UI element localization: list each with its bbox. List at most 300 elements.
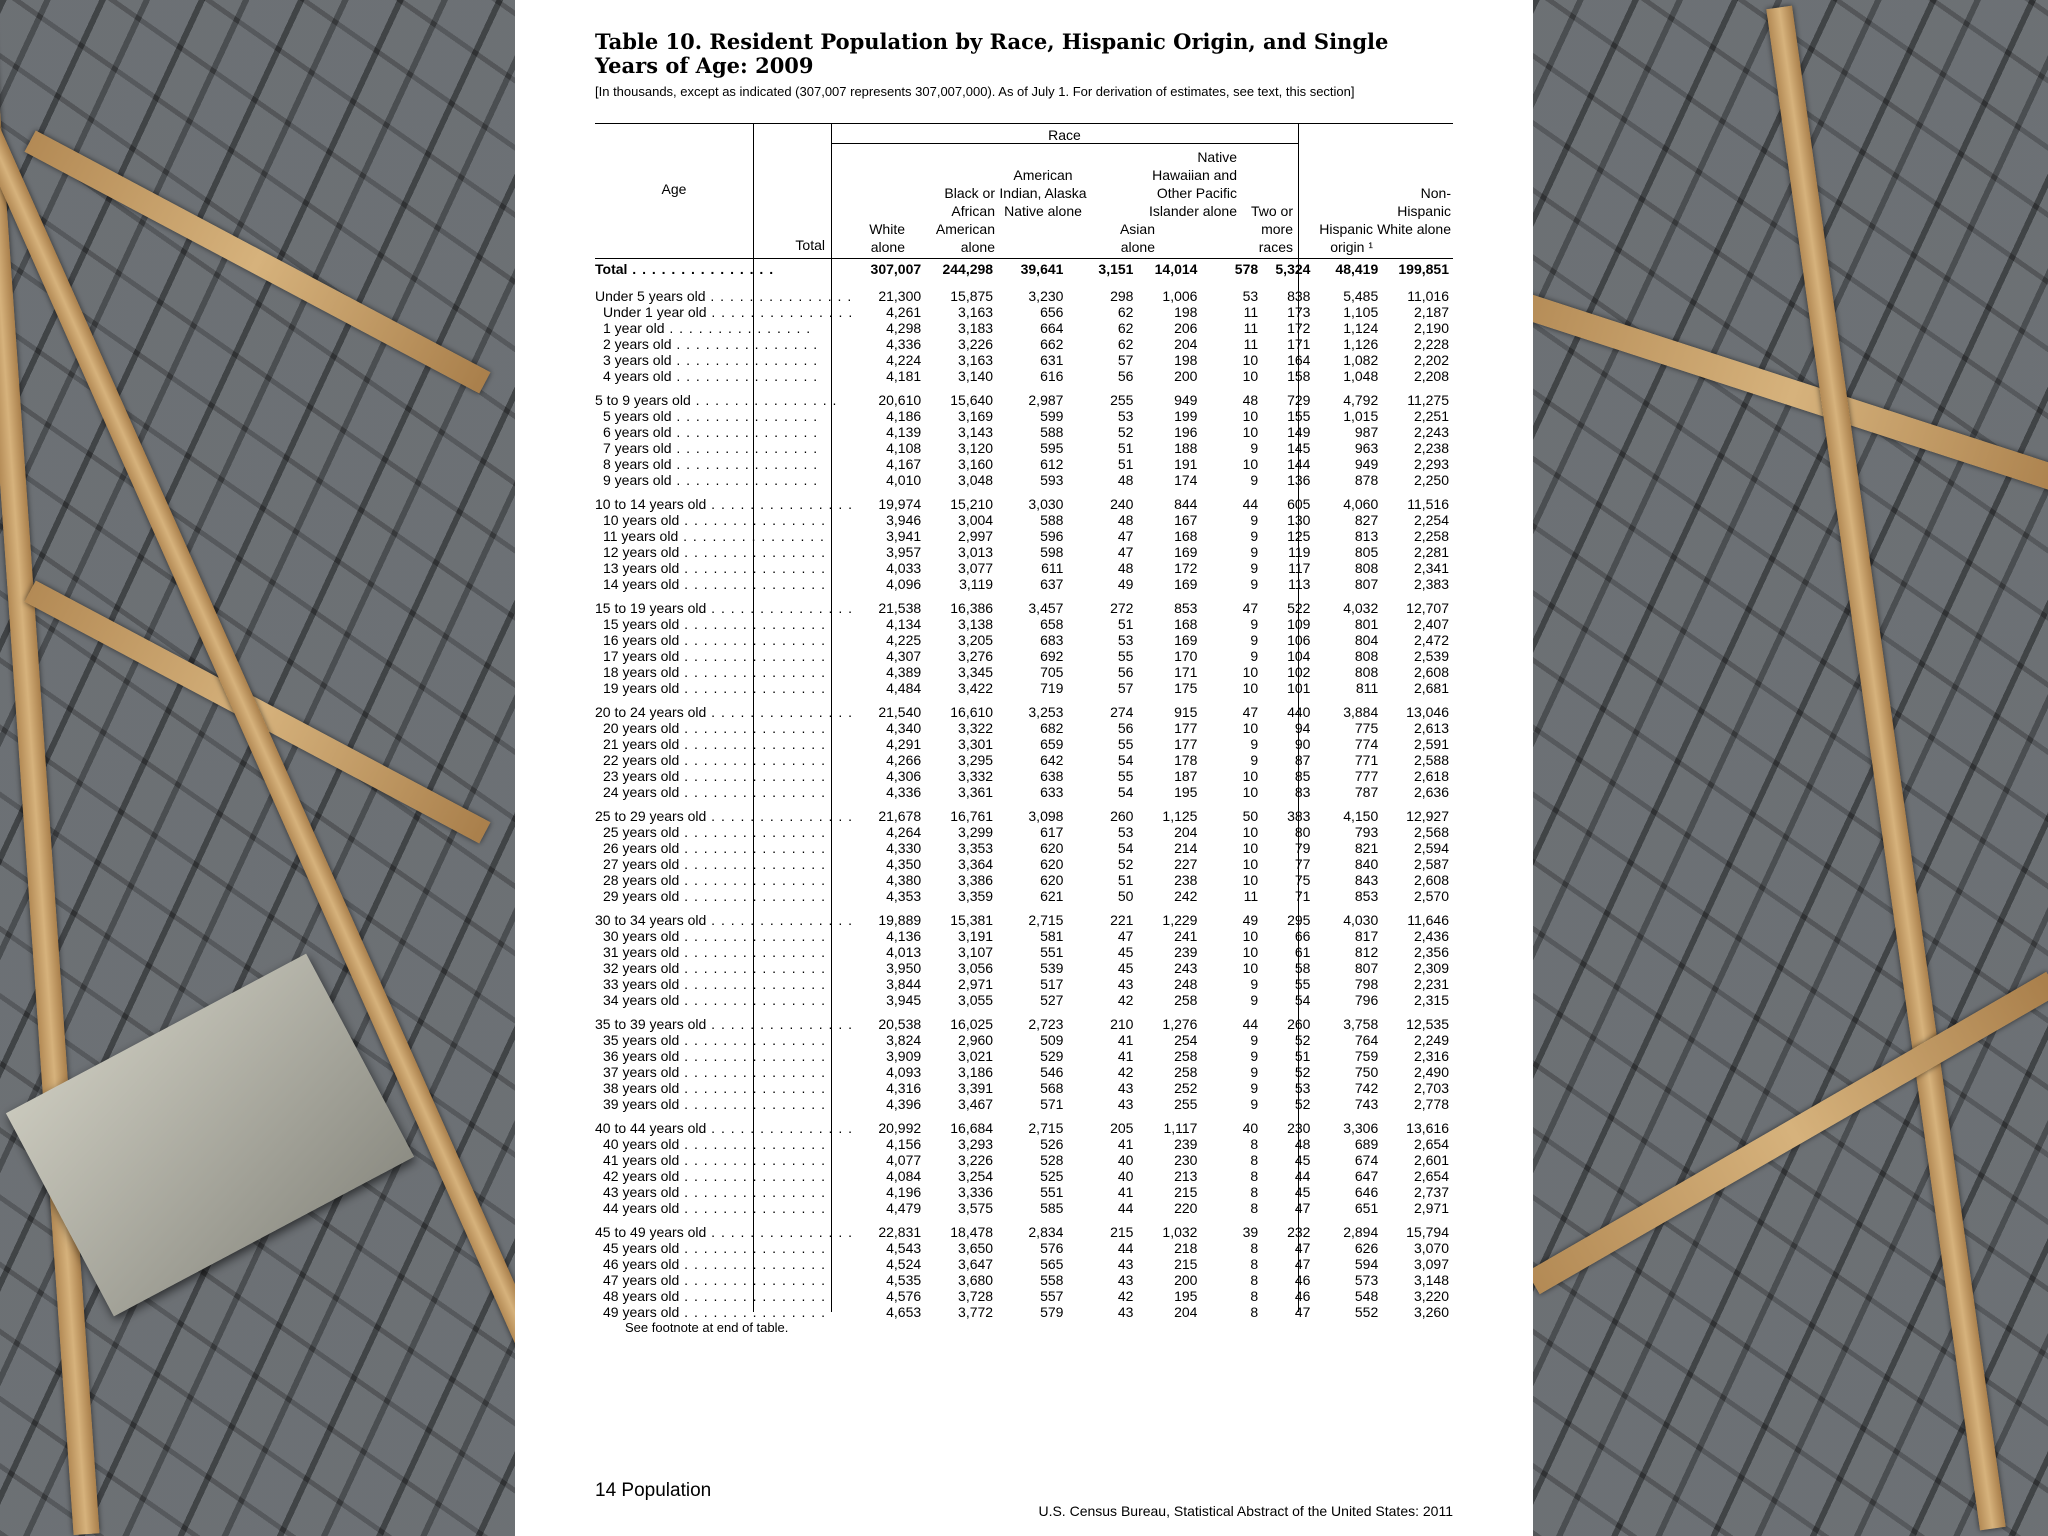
cell-value: 2,238	[1413, 440, 1449, 456]
dot-leader: . . . . . . . . . . . . . . .	[679, 1256, 826, 1272]
cell-value: 11,516	[1407, 496, 1449, 512]
cell-value: 2,187	[1413, 304, 1449, 320]
cell-value: 10	[1242, 352, 1259, 368]
cell-value: 4,298	[886, 320, 922, 336]
cell-value: 4,013	[886, 944, 922, 960]
cell-value: 45	[1117, 960, 1134, 976]
cell-value: 58	[1294, 960, 1311, 976]
cell-value: 242	[1174, 888, 1198, 904]
cell-value: 3,909	[886, 1048, 922, 1064]
row-label	[595, 528, 853, 544]
dot-leader: . . . . . . . . . . . . . . .	[679, 960, 826, 976]
cell-value: 54	[1117, 840, 1134, 856]
table-row	[595, 368, 1453, 384]
cell-value: 206	[1174, 320, 1198, 336]
cell-value: 119	[1288, 544, 1311, 560]
row-label-text: 34 years old	[603, 992, 680, 1008]
cell-value: 1,006	[1162, 288, 1198, 304]
cell-value: 50	[1242, 808, 1259, 824]
cell-value: 689	[1354, 1136, 1379, 1152]
cell-value: 775	[1354, 720, 1379, 736]
cell-value: 651	[1354, 1200, 1379, 1216]
cell-value: 14,014	[1154, 261, 1198, 277]
cell-value: 10	[1242, 856, 1259, 872]
table-row	[595, 472, 1453, 488]
cell-value: 759	[1354, 1048, 1379, 1064]
row-label-text: 4 years old	[603, 368, 672, 384]
cell-value: 3,138	[958, 616, 994, 632]
cell-value: 3,056	[958, 960, 994, 976]
cell-value: 3,359	[958, 888, 994, 904]
row-label-text: 18 years old	[603, 664, 680, 680]
cell-value: 214	[1174, 840, 1198, 856]
table-subtitle: [In thousands, except as indicated (307,007 represents 307,007,000). As of July 1. For derivation of estimates, see text, this section]	[595, 84, 1355, 99]
cell-value: 9	[1250, 1080, 1259, 1096]
cell-value: 796	[1354, 992, 1379, 1008]
cell-value: 4,077	[886, 1152, 922, 1168]
table-row	[595, 888, 1453, 904]
cell-value: 4,225	[886, 632, 922, 648]
cell-value: 178	[1174, 752, 1198, 768]
row-label	[595, 720, 853, 736]
cell-value: 576	[1040, 1240, 1064, 1256]
row-label-text: 48 years old	[603, 1288, 680, 1304]
cell-value: 3,301	[958, 736, 994, 752]
cell-value: 21,540	[878, 704, 922, 720]
cell-value: 3,844	[886, 976, 922, 992]
cell-value: 10	[1242, 456, 1259, 472]
cell-value: 3,772	[958, 1304, 994, 1320]
cell-value: 54	[1117, 784, 1134, 800]
cell-value: 45	[1294, 1152, 1311, 1168]
cell-value: 43	[1117, 1096, 1134, 1112]
dot-leader: . . . . . . . . . . . . . . .	[679, 840, 826, 856]
cell-value: 53	[1117, 408, 1134, 424]
cell-value: 3,163	[958, 304, 994, 320]
row-label-text: 7 years old	[603, 440, 672, 456]
cell-value: 646	[1354, 1184, 1379, 1200]
cell-value: 4,096	[886, 576, 922, 592]
cell-value: 949	[1354, 456, 1379, 472]
cell-value: 55	[1117, 648, 1134, 664]
cell-value: 169	[1174, 544, 1198, 560]
cell-value: 682	[1040, 720, 1064, 736]
cell-value: 46	[1294, 1288, 1311, 1304]
row-label	[595, 768, 853, 784]
dot-leader: . . . . . . . . . . . . . . .	[679, 888, 826, 904]
cell-value: 787	[1354, 784, 1379, 800]
table-row	[595, 992, 1453, 1008]
row-label-text: 49 years old	[603, 1304, 680, 1320]
cell-value: 3,253	[1028, 704, 1064, 720]
table-row	[595, 768, 1453, 784]
cell-value: 51	[1117, 872, 1134, 888]
cell-value: 3,332	[958, 768, 994, 784]
cell-value: 258	[1174, 1048, 1198, 1064]
header-aian: American Indian, Alaska Native alone	[999, 167, 1087, 219]
dot-leader: . . . . . . . . . . . . . . .	[679, 1080, 826, 1096]
row-label	[595, 1096, 853, 1112]
cell-value: 620	[1040, 840, 1064, 856]
header-race: Race	[1048, 127, 1081, 143]
cell-value: 4,261	[886, 304, 922, 320]
dot-leader: . . . . . . . . . . . . . . .	[679, 680, 826, 696]
cell-value: 44	[1117, 1200, 1134, 1216]
cell-value: 4,336	[886, 336, 922, 352]
row-label-text: Under 5 years old	[595, 288, 706, 304]
cell-value: 4,139	[886, 424, 922, 440]
cell-value: 2,250	[1413, 472, 1449, 488]
table-row	[595, 1256, 1453, 1272]
cell-value: 594	[1354, 1256, 1379, 1272]
dot-leader: . . . . . . . . . . . . . . .	[679, 616, 826, 632]
cell-value: 4,340	[886, 720, 922, 736]
cell-value: 41	[1117, 1136, 1134, 1152]
table-row	[595, 1304, 1453, 1320]
cell-value: 43	[1117, 1304, 1134, 1320]
cell-value: 8	[1250, 1136, 1259, 1152]
cell-value: 47	[1294, 1256, 1311, 1272]
table-row	[595, 304, 1453, 320]
row-label-text: 39 years old	[603, 1096, 680, 1112]
cell-value: 41	[1117, 1184, 1134, 1200]
cell-value: 3,467	[958, 1096, 994, 1112]
row-label-text: 20 to 24 years old	[595, 704, 707, 720]
cell-value: 106	[1287, 632, 1311, 648]
cell-value: 200	[1174, 1272, 1198, 1288]
cell-value: 21,678	[878, 808, 922, 824]
dot-leader: . . . . . . . . . . . . . . .	[679, 944, 826, 960]
row-label	[595, 824, 853, 840]
cell-value: 4,479	[886, 1200, 922, 1216]
cell-value: 3,220	[1413, 1288, 1449, 1304]
cell-value: 227	[1174, 856, 1198, 872]
row-label-text: 6 years old	[603, 424, 672, 440]
row-label	[595, 1032, 853, 1048]
cell-value: 3,186	[958, 1064, 994, 1080]
cell-value: 9	[1250, 736, 1259, 752]
cell-value: 4,389	[886, 664, 922, 680]
row-label	[595, 368, 853, 384]
table-row	[595, 736, 1453, 752]
row-label-text: 17 years old	[603, 648, 680, 664]
table-row	[595, 696, 1453, 720]
row-label	[595, 1080, 853, 1096]
cell-value: 272	[1110, 600, 1134, 616]
cell-value: 612	[1040, 456, 1064, 472]
cell-value: 4,330	[886, 840, 922, 856]
header-black: Black or African American alone	[935, 185, 995, 255]
row-label-text: 22 years old	[603, 752, 680, 768]
cell-value: 52	[1294, 1032, 1311, 1048]
dot-leader: . . . . . . . . . . . . . . .	[679, 1184, 826, 1200]
cell-value: 10	[1242, 424, 1259, 440]
dot-leader: . . . . . . . . . . . . . . .	[679, 928, 826, 944]
row-label	[595, 320, 853, 336]
dot-leader: . . . . . . . . . . . . . . .	[706, 1224, 853, 1240]
cell-value: 47	[1242, 600, 1259, 616]
cell-value: 2,293	[1413, 456, 1449, 472]
dot-leader: . . . . . . . . . . . . . . .	[671, 368, 819, 384]
table-row	[595, 320, 1453, 336]
cell-value: 11	[1243, 888, 1259, 904]
cell-value: 1,032	[1162, 1224, 1198, 1240]
cell-value: 2,190	[1413, 320, 1449, 336]
header-asian: Asian alone	[1119, 221, 1155, 255]
cell-value: 3,824	[886, 1032, 922, 1048]
cell-value: 3,183	[958, 320, 994, 336]
cell-value: 2,608	[1413, 664, 1449, 680]
cell-value: 527	[1040, 992, 1064, 1008]
cell-value: 11	[1243, 304, 1259, 320]
cell-value: 633	[1040, 784, 1064, 800]
cell-value: 705	[1040, 664, 1064, 680]
cell-value: 827	[1354, 512, 1379, 528]
background-photo-left	[0, 0, 515, 1536]
cell-value: 3,160	[958, 456, 994, 472]
cell-value: 2,309	[1413, 960, 1449, 976]
cell-value: 528	[1040, 1152, 1064, 1168]
cell-value: 3,680	[958, 1272, 994, 1288]
cell-value: 48	[1117, 560, 1134, 576]
row-label	[595, 560, 853, 576]
header-rule	[595, 123, 1453, 124]
cell-value: 2,407	[1413, 616, 1449, 632]
row-label	[595, 456, 853, 472]
cell-value: 19,974	[878, 496, 922, 512]
cell-value: 9	[1250, 560, 1259, 576]
cell-value: 113	[1288, 576, 1311, 592]
cell-value: 3,728	[958, 1288, 994, 1304]
row-label-text: 33 years old	[603, 976, 680, 992]
cell-value: 3,361	[958, 784, 994, 800]
cell-value: 4,316	[886, 1080, 922, 1096]
table-row	[595, 976, 1453, 992]
row-label	[595, 576, 853, 592]
dot-leader: . . . . . . . . . . . . . . .	[706, 600, 853, 616]
cell-value: 2,258	[1413, 528, 1449, 544]
row-label-text: 38 years old	[603, 1080, 680, 1096]
cell-value: 9	[1250, 576, 1259, 592]
wood-divider	[1527, 972, 2048, 1295]
cell-value: 2,594	[1413, 840, 1449, 856]
cell-value: 204	[1174, 1304, 1198, 1320]
cell-value: 15,381	[950, 912, 994, 928]
cell-value: 3,230	[1028, 288, 1064, 304]
cell-value: 4,336	[886, 784, 922, 800]
cell-value: 4,224	[886, 352, 922, 368]
table-row	[595, 840, 1453, 856]
cell-value: 43	[1117, 1080, 1134, 1096]
page-label: 14 Population	[595, 1480, 712, 1501]
dot-leader: . . . . . . . . . . . . . . .	[706, 1016, 853, 1032]
cell-value: 101	[1287, 680, 1311, 696]
dot-leader: . . . . . . . . . . . . . . .	[679, 632, 826, 648]
cell-value: 1,229	[1162, 912, 1198, 928]
table-row	[595, 784, 1453, 800]
cell-value: 3,650	[958, 1240, 994, 1256]
cell-value: 49	[1242, 912, 1259, 928]
row-label	[595, 592, 853, 616]
cell-value: 10	[1242, 784, 1259, 800]
cell-value: 2,778	[1413, 1096, 1449, 1112]
row-label-text: 2 years old	[603, 336, 672, 352]
cell-value: 260	[1287, 1016, 1311, 1032]
cell-value: 8	[1250, 1240, 1259, 1256]
cell-value: 4,167	[886, 456, 922, 472]
row-label-text: 37 years old	[603, 1064, 680, 1080]
dot-leader: . . . . . . . . . . . . . . .	[679, 648, 826, 664]
cell-value: 175	[1174, 680, 1198, 696]
row-label-text: 35 to 39 years old	[595, 1016, 707, 1032]
header-hispanic: Hispanic origin ¹	[1319, 221, 1373, 255]
table-row	[595, 528, 1453, 544]
table-row	[595, 680, 1453, 696]
cell-value: 41	[1117, 1048, 1134, 1064]
cell-value: 588	[1040, 512, 1064, 528]
cell-value: 807	[1354, 960, 1379, 976]
cell-value: 517	[1040, 976, 1064, 992]
cell-value: 241	[1174, 928, 1198, 944]
cell-value: 2,681	[1413, 680, 1449, 696]
table-row	[595, 258, 1453, 280]
cell-value: 3,884	[1343, 704, 1379, 720]
row-label	[595, 888, 853, 904]
cell-value: 522	[1287, 600, 1311, 616]
row-label-text: 24 years old	[603, 784, 680, 800]
cell-value: 774	[1354, 736, 1379, 752]
cell-value: 260	[1110, 808, 1134, 824]
cell-value: 2,894	[1343, 1224, 1379, 1240]
cell-value: 9	[1250, 632, 1259, 648]
row-label	[595, 800, 853, 824]
cell-value: 2,341	[1413, 560, 1449, 576]
source-line: U.S. Census Bureau, Statistical Abstract of the United States: 2011	[1038, 1503, 1453, 1519]
cell-value: 56	[1117, 664, 1134, 680]
cell-value: 2,703	[1413, 1080, 1449, 1096]
cell-value: 4,380	[886, 872, 922, 888]
dot-leader: . . . . . . . . . . . . . . .	[679, 976, 826, 992]
cell-value: 196	[1174, 424, 1198, 440]
cell-value: 595	[1040, 440, 1064, 456]
cell-value: 3,205	[958, 632, 994, 648]
cell-value: 155	[1287, 408, 1311, 424]
cell-value: 215	[1174, 1256, 1198, 1272]
row-label	[595, 1168, 853, 1184]
cell-value: 3,191	[958, 928, 994, 944]
cell-value: 5,324	[1275, 261, 1311, 277]
cell-value: 10	[1242, 944, 1259, 960]
dot-leader: . . . . . . . . . . . . . . .	[679, 856, 826, 872]
cell-value: 199	[1174, 408, 1198, 424]
cell-value: 3,030	[1028, 496, 1064, 512]
row-label-text: 44 years old	[603, 1200, 680, 1216]
row-label	[595, 336, 853, 352]
cell-value: 626	[1354, 1240, 1379, 1256]
header-two-races: Two or more races	[1250, 203, 1293, 255]
cell-value: 8	[1250, 1152, 1259, 1168]
cell-value: 11,646	[1407, 912, 1449, 928]
cell-value: 3,941	[886, 528, 922, 544]
cell-value: 3,013	[958, 544, 994, 560]
cell-value: 3,422	[958, 680, 994, 696]
header-divider	[1298, 124, 1299, 260]
cell-value: 2,971	[1413, 1200, 1449, 1216]
row-label-text: 20 years old	[603, 720, 680, 736]
dot-leader: . . . . . . . . . . . . . . .	[679, 872, 826, 888]
cell-value: 3,163	[958, 352, 994, 368]
dot-leader: . . . . . . . . . . . . . . .	[671, 424, 819, 440]
cell-value: 605	[1287, 496, 1311, 512]
table-row	[595, 1136, 1453, 1152]
dot-leader: . . . . . . . . . . . . . . .	[679, 720, 826, 736]
row-label	[595, 736, 853, 752]
row-label-text: 13 years old	[603, 560, 680, 576]
dot-leader: . . . . . . . . . . . . . . .	[679, 1136, 826, 1152]
cell-value: 2,472	[1413, 632, 1449, 648]
cell-value: 44	[1242, 1016, 1259, 1032]
cell-value: 3,336	[958, 1184, 994, 1200]
row-label	[595, 752, 853, 768]
cell-value: 168	[1174, 616, 1198, 632]
cell-value: 11	[1243, 320, 1259, 336]
cell-value: 55	[1117, 768, 1134, 784]
cell-value: 56	[1117, 368, 1134, 384]
cell-value: 4,306	[886, 768, 922, 784]
cell-value: 85	[1294, 768, 1311, 784]
table-row	[595, 824, 1453, 840]
cell-value: 57	[1117, 352, 1134, 368]
cell-value: 125	[1287, 528, 1311, 544]
cell-value: 9	[1250, 1048, 1259, 1064]
cell-value: 191	[1174, 456, 1198, 472]
cell-value: 3,097	[1413, 1256, 1449, 1272]
cell-value: 529	[1040, 1048, 1064, 1064]
cell-value: 109	[1287, 616, 1311, 632]
cell-value: 2,987	[1028, 392, 1064, 408]
row-label-text: 29 years old	[603, 888, 680, 904]
cell-value: 230	[1287, 1120, 1311, 1136]
cell-value: 20,992	[878, 1120, 922, 1136]
table-row	[595, 512, 1453, 528]
cell-value: 4,032	[1343, 600, 1379, 616]
cell-value: 821	[1354, 840, 1379, 856]
dot-leader: . . . . . . . . . . . . . . .	[671, 472, 819, 488]
cell-value: 3,945	[886, 992, 922, 1008]
cell-value: 579	[1040, 1304, 1064, 1320]
cell-value: 62	[1117, 304, 1134, 320]
row-label	[595, 440, 853, 456]
row-label-text: 35 years old	[603, 1032, 680, 1048]
cell-value: 10	[1242, 720, 1259, 736]
cell-value: 853	[1354, 888, 1379, 904]
table-row	[595, 1200, 1453, 1216]
cell-value: 963	[1354, 440, 1379, 456]
cell-value: 4,134	[886, 616, 922, 632]
cell-value: 42	[1117, 1288, 1134, 1304]
cell-value: 8	[1250, 1256, 1259, 1272]
row-label	[595, 960, 853, 976]
cell-value: 240	[1110, 496, 1134, 512]
cell-value: 15,875	[950, 288, 994, 304]
row-label-text: 5 to 9 years old	[595, 392, 691, 408]
cell-value: 43	[1117, 1256, 1134, 1272]
cell-value: 3,226	[958, 1152, 994, 1168]
cell-value: 525	[1040, 1168, 1064, 1184]
cell-value: 558	[1040, 1272, 1064, 1288]
cell-value: 43	[1117, 1272, 1134, 1288]
cell-value: 2,228	[1413, 336, 1449, 352]
